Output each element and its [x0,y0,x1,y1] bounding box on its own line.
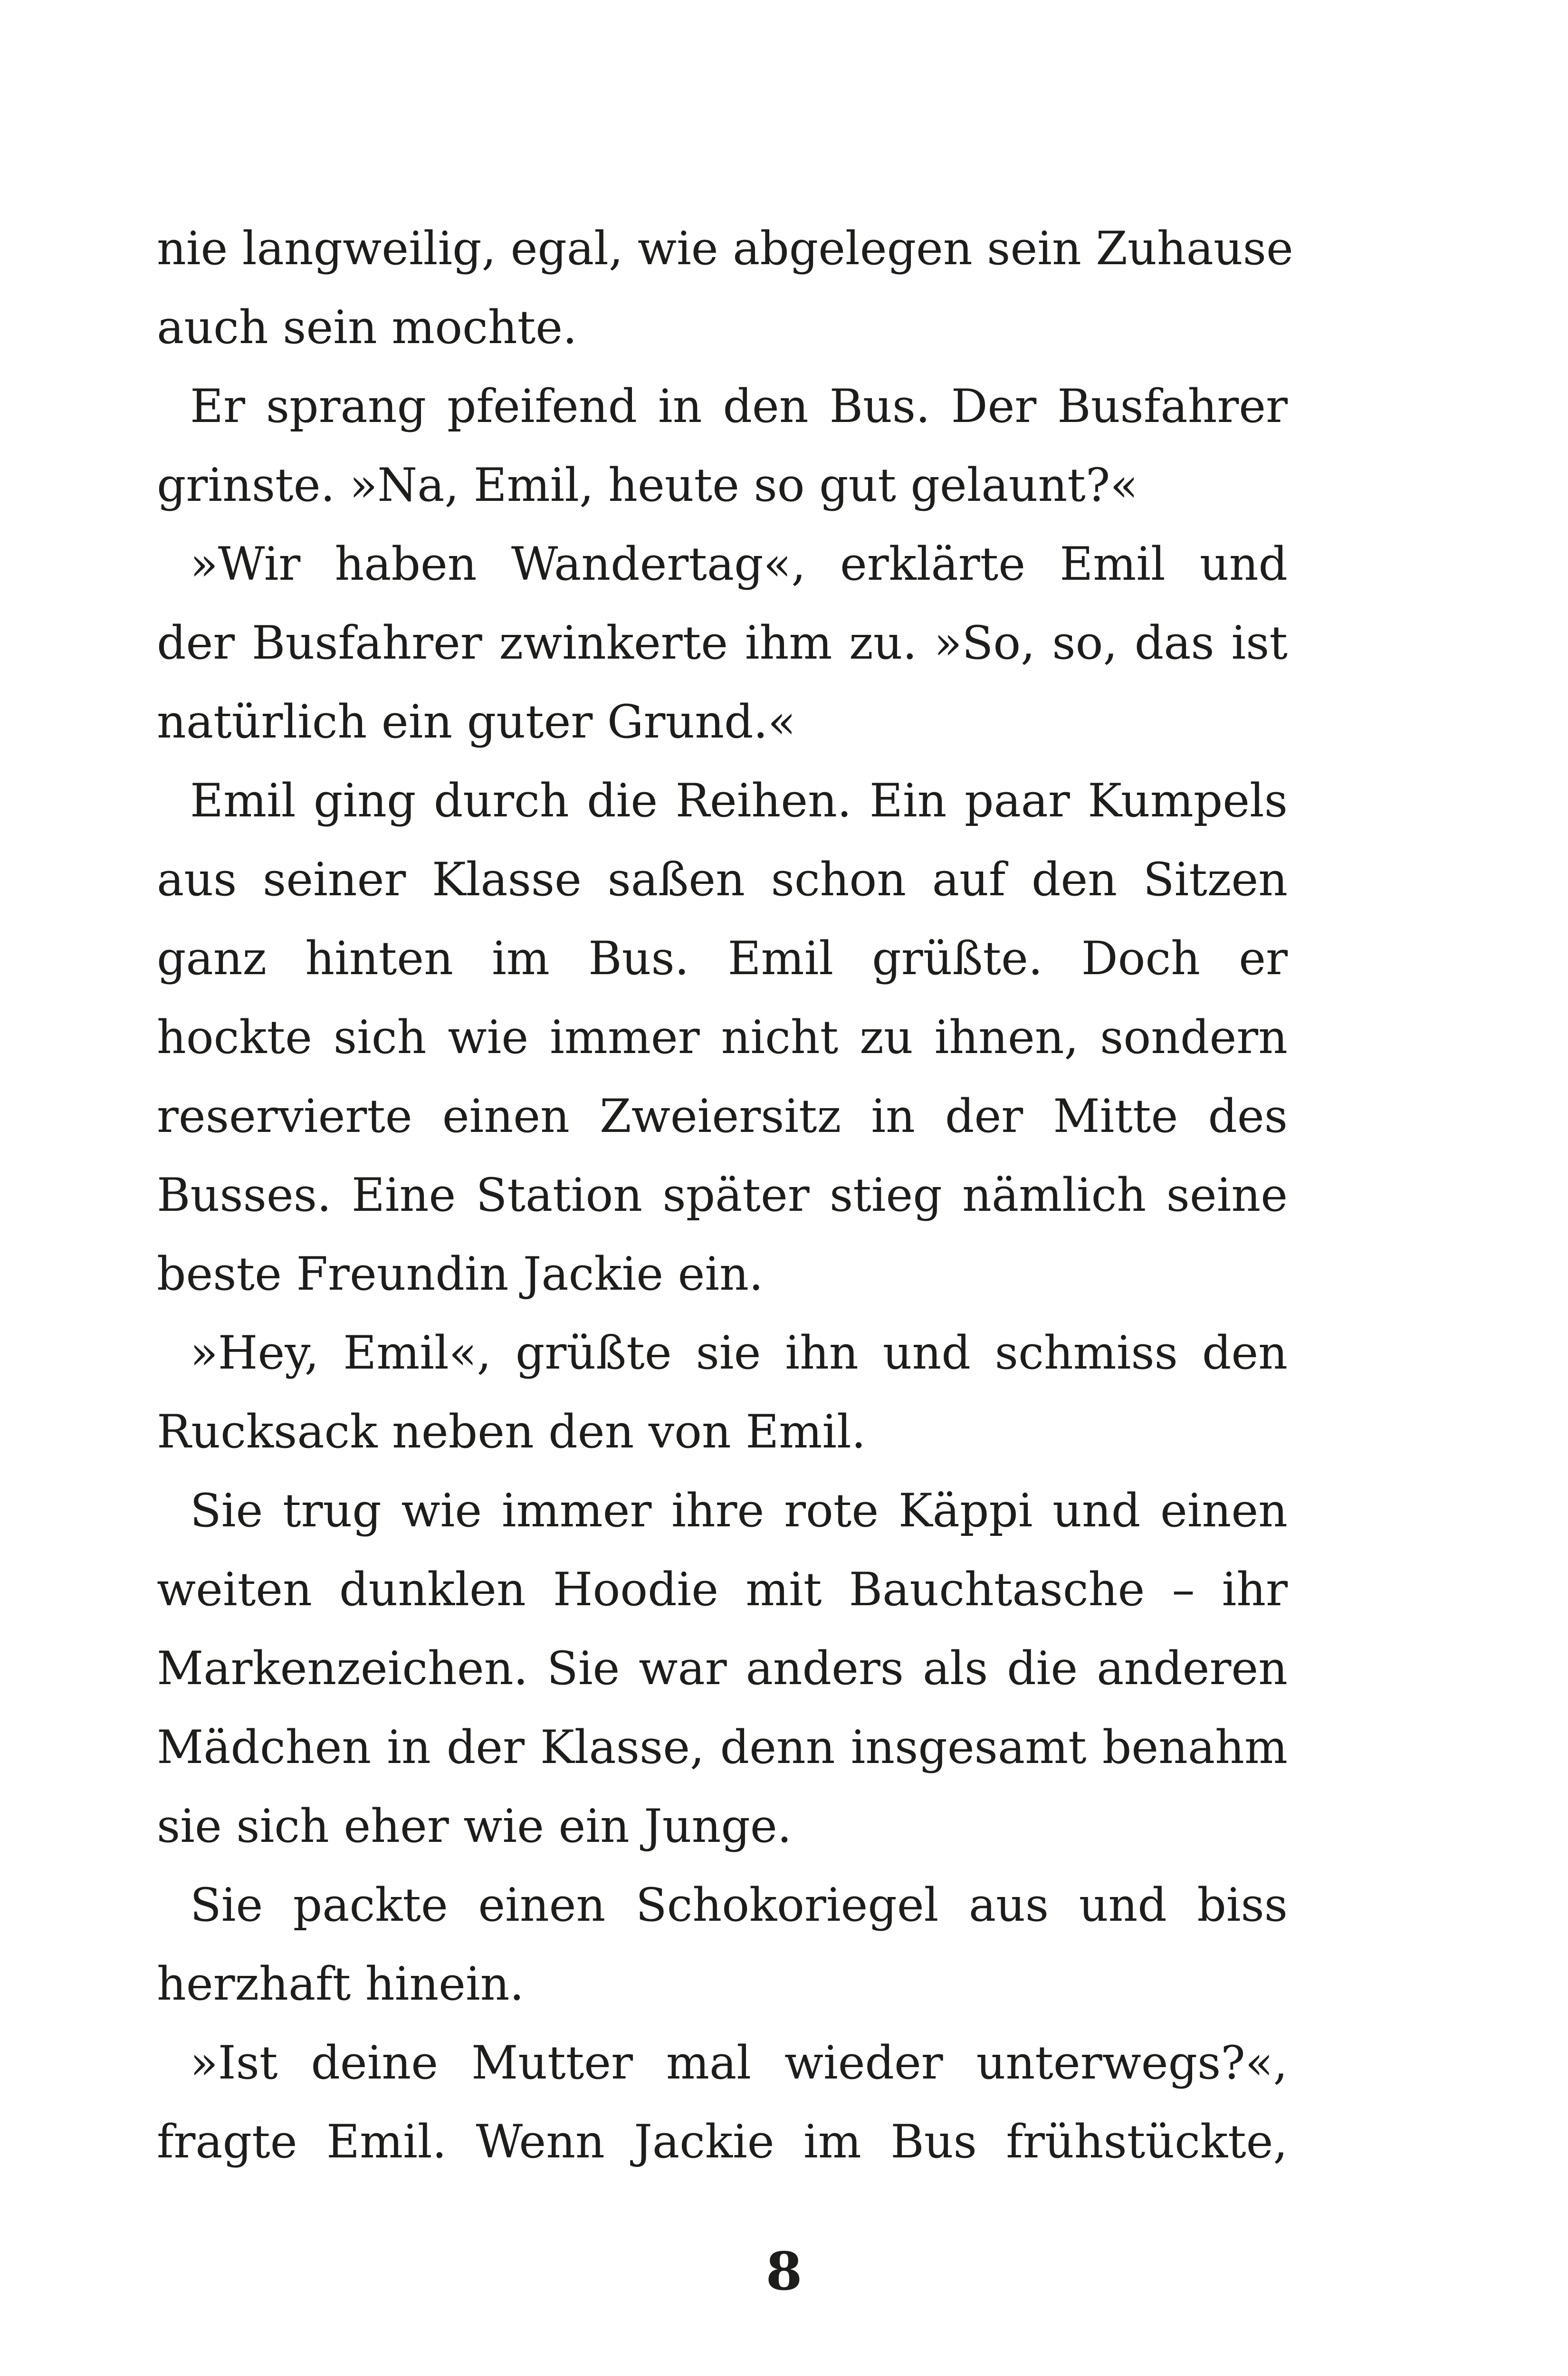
text-line: Mädchen in der Klasse, denn insgesamt benahm [157,1721,1288,1774]
text-line: Emil ging durch die Reihen. Ein paar Kumpels [190,774,1288,827]
text-line: Markenzeichen. Sie war anders als die anderen [157,1642,1288,1695]
text-line: Er sprang pfeifend in den Bus. Der Busfahrer [190,380,1288,433]
text-line: beste Freundin Jackie ein. [157,1247,764,1301]
text-line: Sie packte einen Schokoriegel aus und biss [190,1878,1288,1932]
body-text [157,209,1293,2181]
page-number: 8 [765,2241,803,2302]
text-line: Busses. Eine Station später stieg nämlich seine [157,1169,1288,1222]
text-line: hockte sich wie immer nicht zu ihnen, sondern [157,1011,1288,1064]
text-line: herzhaft hinein. [157,1957,525,2011]
text-line: reservierte einen Zweiersitz in der Mitte des [157,1090,1288,1143]
text-line: ganz hinten im Bus. Emil grüßte. Doch er [157,932,1288,985]
text-line: grinste. »Na, Emil, heute so gut gelaunt?« [157,459,1138,512]
text-line: Sie trug wie immer ihre rote Käppi und einen [190,1484,1288,1537]
text-line: nie langweilig, egal, wie abgelegen sein Zuhause [157,222,1293,275]
text-line: »Hey, Emil«, grüßte sie ihn und schmiss den [190,1326,1288,1380]
text-line: »Wir haben Wandertag«, erklärte Emil und [190,537,1288,591]
text-line: weiten dunklen Hoodie mit Bauchtasche – ihr [157,1563,1288,1616]
text-line: »Ist deine Mutter mal wieder unterwegs?«, [190,2036,1288,2089]
text-line: sie sich eher wie ein Junge. [157,1800,792,1853]
text-line: der Busfahrer zwinkerte ihm zu. »So, so, das ist [157,616,1288,670]
text-line: Rucksack neben den von Emil. [157,1405,866,1458]
text-line: auch sein mochte. [157,301,577,354]
text-line: natürlich ein guter Grund.« [157,695,796,748]
text-line: aus seiner Klasse saßen schon auf den Sitzen [157,853,1288,906]
text-line: fragte Emil. Wenn Jackie im Bus frühstückte, [157,2115,1288,2168]
